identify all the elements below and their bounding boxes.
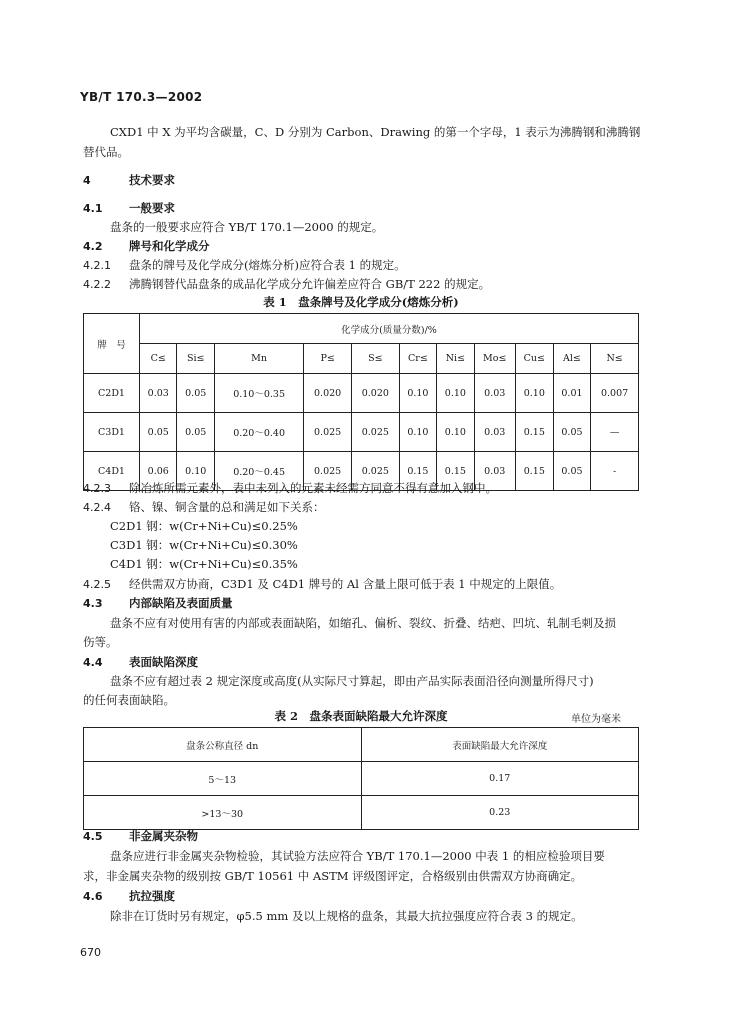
composition-cell: 0.15 (437, 452, 474, 491)
composition-column-header: Mo≤ (474, 344, 515, 374)
composition-column-header: Cr≤ (399, 344, 436, 374)
composition-column-header: Ni≤ (437, 344, 474, 374)
section-4-4-line-2: 的任何表面缺陷。 (83, 693, 175, 707)
composition-cell: 0.03 (474, 413, 515, 452)
composition-cell: 0.020 (304, 374, 352, 413)
table-row (84, 796, 639, 830)
composition-column-header: N≤ (591, 344, 639, 374)
section-4-3-heading: 4.3 内部缺陷及表面质量 (83, 596, 233, 610)
section-4-5-line-2: 求，非金属夹杂物的级别按 GB/T 10561 中 ASTM 评级图评定，合格级别由供需双方协商确定。 (83, 869, 583, 883)
section-4-3-line-2: 伤等。 (83, 635, 118, 649)
composition-cell: 0.025 (304, 413, 352, 452)
section-4-2-heading: 4.2 牌号和化学成分 (83, 239, 210, 253)
composition-column-header: C≤ (140, 344, 177, 374)
composition-column-header: Si≤ (177, 344, 214, 374)
composition-cell: 0.03 (474, 374, 515, 413)
composition-cell: 0.20～0.40 (214, 413, 303, 452)
table-2-caption: 表 2 盘条表面缺陷最大允许深度 (274, 709, 448, 723)
table-2-surface-defect-depth (83, 727, 639, 830)
composition-group-header: 化学成分(质量分数)/% (140, 314, 639, 344)
table-2-unit: 单位为毫米 (571, 714, 621, 725)
depth-cell: 0.17 (361, 762, 639, 796)
grade-column-header: 牌 号 (84, 314, 140, 374)
depth-column-header: 表面缺陷最大允许深度 (361, 728, 639, 762)
diameter-cell: >13～30 (84, 796, 362, 830)
composition-cell: 0.03 (474, 452, 515, 491)
composition-cell: 0.10 (437, 374, 474, 413)
table-1-caption: 表 1 盘条牌号及化学成分(熔炼分析) (263, 295, 459, 309)
intro-line-2: 替代品。 (83, 145, 129, 159)
intro-line-1: CXD1 中 X 为平均含碳量，C、D 分别为 Carbon、Drawing 的第一个字母，1 表示为沸腾钢和沸腾钢 (110, 125, 641, 139)
composition-cell: 0.01 (553, 374, 590, 413)
standard-code-header: YB/T 170.3—2002 (80, 90, 203, 104)
section-4-2-5: 4.2.5 经供需双方协商，C3D1 及 C4D1 牌号的 Al 含量上限可低于表 1 中规定的上限值。 (83, 577, 562, 591)
composition-cell: 0.10～0.35 (214, 374, 303, 413)
formula-c4d1: C4D1 钢：w(Cr+Ni+Cu)≤0.35% (110, 557, 298, 571)
composition-cell: 0.05 (553, 413, 590, 452)
section-4-4-heading: 4.4 表面缺陷深度 (83, 655, 198, 669)
diameter-cell: 5～13 (84, 762, 362, 796)
composition-cell: 0.025 (304, 452, 352, 491)
composition-cell: 0.03 (140, 374, 177, 413)
composition-cell: 0.05 (140, 413, 177, 452)
table-row (84, 374, 639, 413)
composition-cell: — (591, 413, 639, 452)
section-4-heading: 4 技术要求 (83, 173, 175, 187)
composition-cell: 0.020 (351, 374, 399, 413)
composition-column-header: Al≤ (553, 344, 590, 374)
section-4-1-text: 盘条的一般要求应符合 YB/T 170.1—2000 的规定。 (110, 220, 384, 234)
composition-cell: 0.05 (177, 413, 214, 452)
composition-cell: 0.15 (515, 452, 553, 491)
table-1-chemical-composition (83, 313, 639, 491)
section-4-4-line-1: 盘条不应有超过表 2 规定深度或高度(从实际尺寸算起，即由产品实际表面沿径向测量所得尺寸) (110, 674, 594, 688)
grade-cell: C4D1 (84, 452, 140, 491)
table-row (84, 762, 639, 796)
section-4-2-2: 4.2.2 沸腾钢替代品盘条的成品化学成分允许偏差应符合 GB/T 222 的规定。 (83, 277, 491, 291)
composition-cell: 0.10 (399, 413, 436, 452)
depth-cell: 0.23 (361, 796, 639, 830)
section-4-5-line-1: 盘条应进行非金属夹杂物检验，其试验方法应符合 YB/T 170.1—2000 中表 1 的相应检验项目要 (110, 849, 605, 863)
composition-cell: 0.05 (553, 452, 590, 491)
composition-cell: 0.007 (591, 374, 639, 413)
composition-column-header: Cu≤ (515, 344, 553, 374)
composition-cell: 0.05 (177, 374, 214, 413)
diameter-column-header: 盘条公称直径 dn (84, 728, 362, 762)
composition-column-header: Mn (214, 344, 303, 374)
composition-cell: 0.10 (399, 374, 436, 413)
section-4-2-1: 4.2.1 盘条的牌号及化学成分(熔炼分析)应符合表 1 的规定。 (83, 258, 406, 272)
table-row (84, 413, 639, 452)
composition-cell: 0.025 (351, 413, 399, 452)
formula-c2d1: C2D1 钢：w(Cr+Ni+Cu)≤0.25% (110, 519, 298, 533)
section-4-5-heading: 4.5 非金属夹杂物 (83, 829, 198, 843)
grade-cell: C3D1 (84, 413, 140, 452)
composition-cell: 0.025 (351, 452, 399, 491)
formula-c3d1: C3D1 钢：w(Cr+Ni+Cu)≤0.30% (110, 538, 298, 552)
page-number: 670 (80, 946, 101, 959)
section-4-3-line-1: 盘条不应有对使用有害的内部或表面缺陷，如缩孔、偏析、裂纹、折叠、结疤、凹坑、轧制毛刺及损 (110, 616, 616, 630)
composition-cell: 0.10 (437, 413, 474, 452)
composition-cell: 0.06 (140, 452, 177, 491)
composition-cell: 0.20～0.45 (214, 452, 303, 491)
section-4-2-3: 4.2.3 除冶炼所需元素外，表中未列入的元素未经需方同意不得有意加入钢中。 (83, 481, 497, 495)
composition-cell: 0.10 (515, 374, 553, 413)
section-4-1-heading: 4.1 一般要求 (83, 201, 175, 215)
section-4-2-4: 4.2.4 铬、镍、铜含量的总和满足如下关系： (83, 500, 325, 514)
composition-column-header: S≤ (351, 344, 399, 374)
section-4-6-heading: 4.6 抗拉强度 (83, 889, 175, 903)
grade-cell: C2D1 (84, 374, 140, 413)
composition-cell: 0.15 (515, 413, 553, 452)
composition-cell: 0.10 (177, 452, 214, 491)
section-4-6-text: 除非在订货时另有规定，φ5.5 mm 及以上规格的盘条，其最大抗拉强度应符合表 3 的规定。 (110, 909, 583, 923)
composition-cell: - (591, 452, 639, 491)
composition-cell: 0.15 (399, 452, 436, 491)
composition-column-header: P≤ (304, 344, 352, 374)
